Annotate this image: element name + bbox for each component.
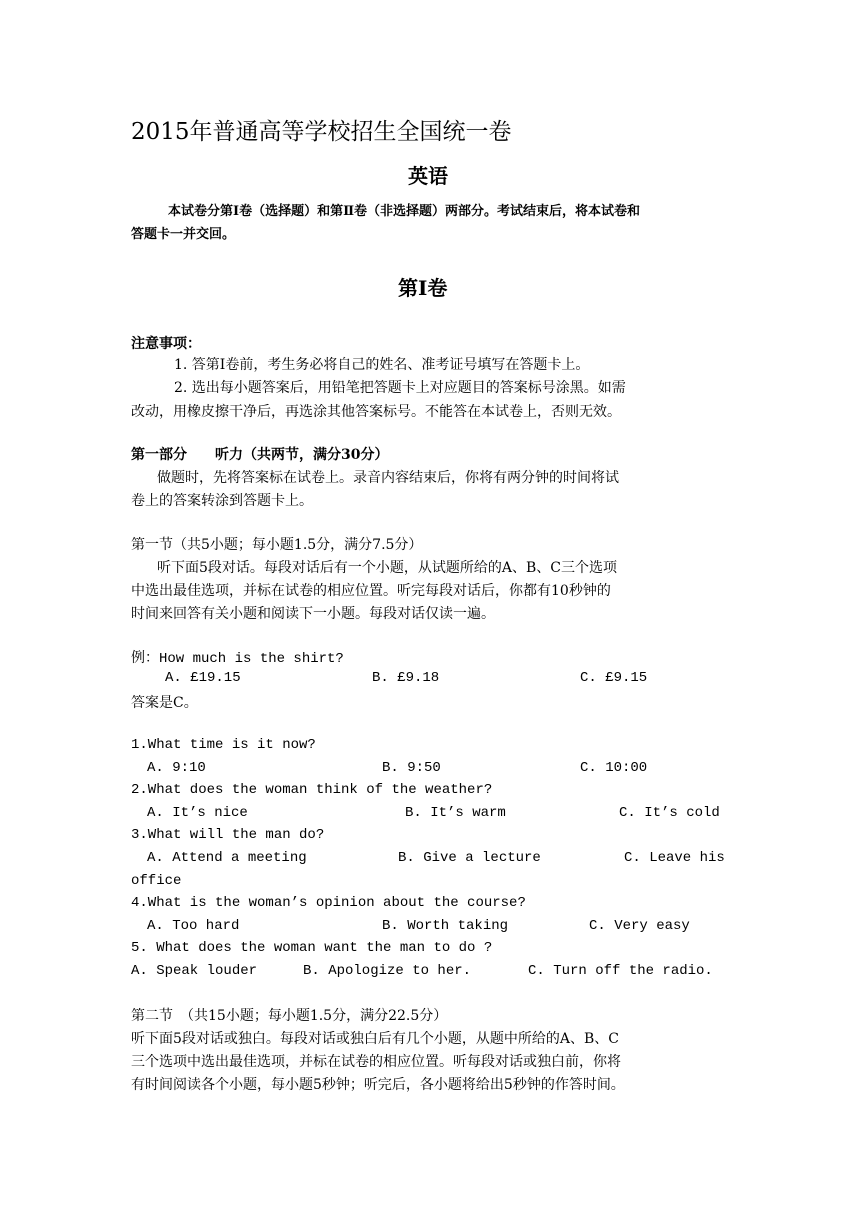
question-4-stem: 4.What is the woman’s opinion about the course? xyxy=(131,895,526,911)
example-answer: 答案是C。 xyxy=(131,695,198,711)
notes-item-1: 1. 答第Ⅰ卷前，考生务必将自己的姓名、准考证号填写在答题卡上。 xyxy=(174,357,590,373)
question-5-stem: 5. What does the woman want the man to do ? xyxy=(131,940,493,956)
question-3-option-c-continued: office xyxy=(131,873,182,889)
example-question: 例：How much is the shirt? xyxy=(131,651,344,667)
section2-heading: 第二节 （共15小题；每小题1.5分，满分22.5分） xyxy=(131,1008,448,1024)
question-4-option-c: C. Very easy xyxy=(589,918,690,934)
exam-title: 2015年普通高等学校招生全国统一卷 xyxy=(131,119,512,145)
section1-heading: 第一节（共5小题；每小题1.5分，满分7.5分） xyxy=(131,537,423,553)
subject-title: 英语 xyxy=(408,164,448,188)
part1-line1: 做题时，先将答案标在试卷上。录音内容结束后，你将有两分钟的时间将试 xyxy=(157,470,619,486)
intro-text-line2: 答题卡一并交回。 xyxy=(131,227,236,242)
section2-line1: 听下面5段对话或独白。每段对话或独白后有几个小题，从题中所给的A、B、C xyxy=(131,1031,620,1047)
question-2-option-c: C. It’s cold xyxy=(619,805,720,821)
question-3-option-c: C. Leave his xyxy=(624,850,725,866)
section2-line2: 三个选项中选出最佳选项，并标在试卷的相应位置。听每段对话或独白前，你将 xyxy=(131,1054,621,1070)
question-4-option-a: A. Too hard xyxy=(147,918,240,934)
example-option-b: B. £9.18 xyxy=(372,670,440,686)
question-5-option-c: C. Turn off the radio. xyxy=(528,963,713,979)
intro-text-line1: 本试卷分第Ⅰ卷（选择题）和第Ⅱ卷（非选择题）两部分。考试结束后，将本试卷和 xyxy=(168,204,641,219)
question-2-option-a: A. It’s nice xyxy=(147,805,248,821)
question-2-stem: 2.What does the woman think of the weather? xyxy=(131,782,493,798)
section1-line1: 听下面5段对话。每段对话后有一个小题，从试题所给的A、B、C三个选项 xyxy=(157,560,618,576)
volume-title: 第Ⅰ卷 xyxy=(398,276,448,300)
section2-line3: 有时间阅读各个小题，每小题5秒钟；听完后，各小题将给出5秒钟的作答时间。 xyxy=(131,1077,625,1093)
notes-item-2-line2: 改动，用橡皮擦干净后，再选涂其他答案标号。不能答在本试卷上，否则无效。 xyxy=(131,404,621,420)
example-option-c: C. £9.15 xyxy=(580,670,648,686)
question-1-option-a: A. 9:10 xyxy=(147,760,206,776)
notes-item-2-line1: 2. 选出每小题答案后，用铅笔把答题卡上对应题目的答案标号涂黑。如需 xyxy=(174,380,626,396)
question-3-option-b: B. Give a lecture xyxy=(398,850,541,866)
example-option-a: A. £19.15 xyxy=(165,670,241,686)
notes-heading: 注意事项： xyxy=(131,336,201,352)
question-1-stem: 1.What time is it now? xyxy=(131,737,316,753)
question-3-stem: 3.What will the man do? xyxy=(131,827,325,843)
question-1-option-c: C. 10:00 xyxy=(580,760,648,776)
section1-line2: 中选出最佳选项，并标在试卷的相应位置。听完每段对话后，你都有10秒钟的 xyxy=(131,583,611,599)
question-4-option-b: B. Worth taking xyxy=(382,918,509,934)
question-5-option-a: A. Speak louder xyxy=(131,963,258,979)
question-1-option-b: B. 9:50 xyxy=(382,760,441,776)
question-5-option-b: B. Apologize to her. xyxy=(303,963,472,979)
question-2-option-b: B. It’s warm xyxy=(405,805,506,821)
question-3-option-a: A. Attend a meeting xyxy=(147,850,307,866)
section1-line3: 时间来回答有关小题和阅读下一小题。每段对话仅读一遍。 xyxy=(131,606,495,622)
part1-line2: 卷上的答案转涂到答题卡上。 xyxy=(131,493,313,509)
part1-heading: 第一部分 听力（共两节，满分30分） xyxy=(131,447,389,463)
